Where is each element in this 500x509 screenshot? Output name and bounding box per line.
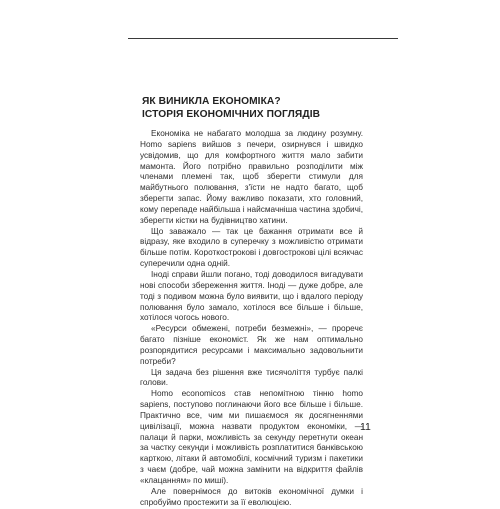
page-number: 11: [360, 421, 371, 433]
paragraph: «Ресурси обмежені, потреби безмежні», — проречє багато пізніше економіст. Як же нам оптимально розпорядитися ресурсами і максимально задовольнити потреби?: [140, 324, 363, 366]
paragraph: Економіка не набагато молодша за людину розумну. Homo sapiens вийшов з печери, озирнувся і швидко усвідомив, що для комфортного життя мало забити мамонта. Його потрібно правильно розподілити між членами племені так, щоб зберегти стимули для майбутнього полювання, з'їсти не надто багато, щоб зберегти запас. Йому важливо показати, хто головний, кому перепаде найбільша і найсмачніша частина здобичі, зберегти кістки на будівництво хатини.: [140, 129, 363, 225]
section-heading: [142, 95, 402, 121]
paragraph: Homo economicos став непомітною тінню homo sapiens, поступово поглинаючи його все більше і більше. Практично все, чим ми пишаємося як досягненнями цивілізації, можна назвати продуктом економіки, — палаци й парки, можливість за секунду перетнути океан за частку секунди і можливість розплатитися банківською карткою, літаки й автомобілі, космічний туризм і пакетики з чаєм (добре, чай можна замінити на відкриття файлів «клацанням» по миші).: [140, 389, 363, 485]
paragraph: Ця задача без рішення вже тисячоліття турбує палкі голови.: [140, 367, 363, 388]
heading-line-1: ЯК ВИНИКЛА ЕКОНОМІКА?: [142, 96, 281, 107]
header-rule: [128, 38, 398, 39]
body-text: [140, 129, 363, 509]
paragraph: Що заважало — так це бажання отримати все й відразу, яке входило в суперечку з можливістю отримати більше потім. Короткострокові і довгострокові цілі всякчас суперечили одна одній.: [140, 226, 363, 269]
paragraph: Але повернімося до витоків економічної думки і спробуймо простежити за її еволюцією.: [140, 486, 363, 507]
heading-line-2: ІСТОРІЯ ЕКОНОМІЧНИХ ПОГЛЯДІВ: [142, 109, 321, 120]
paragraph: Іноді справи йшли погано, тоді доводилося вигадувати нові способи збереження життя. Іноді — дуже добре, але тоді з подивом можна було виявити, що і вдалого періоду полювання було замало, хотілося все більше і більше, хотілося чогось нового.: [140, 269, 363, 323]
